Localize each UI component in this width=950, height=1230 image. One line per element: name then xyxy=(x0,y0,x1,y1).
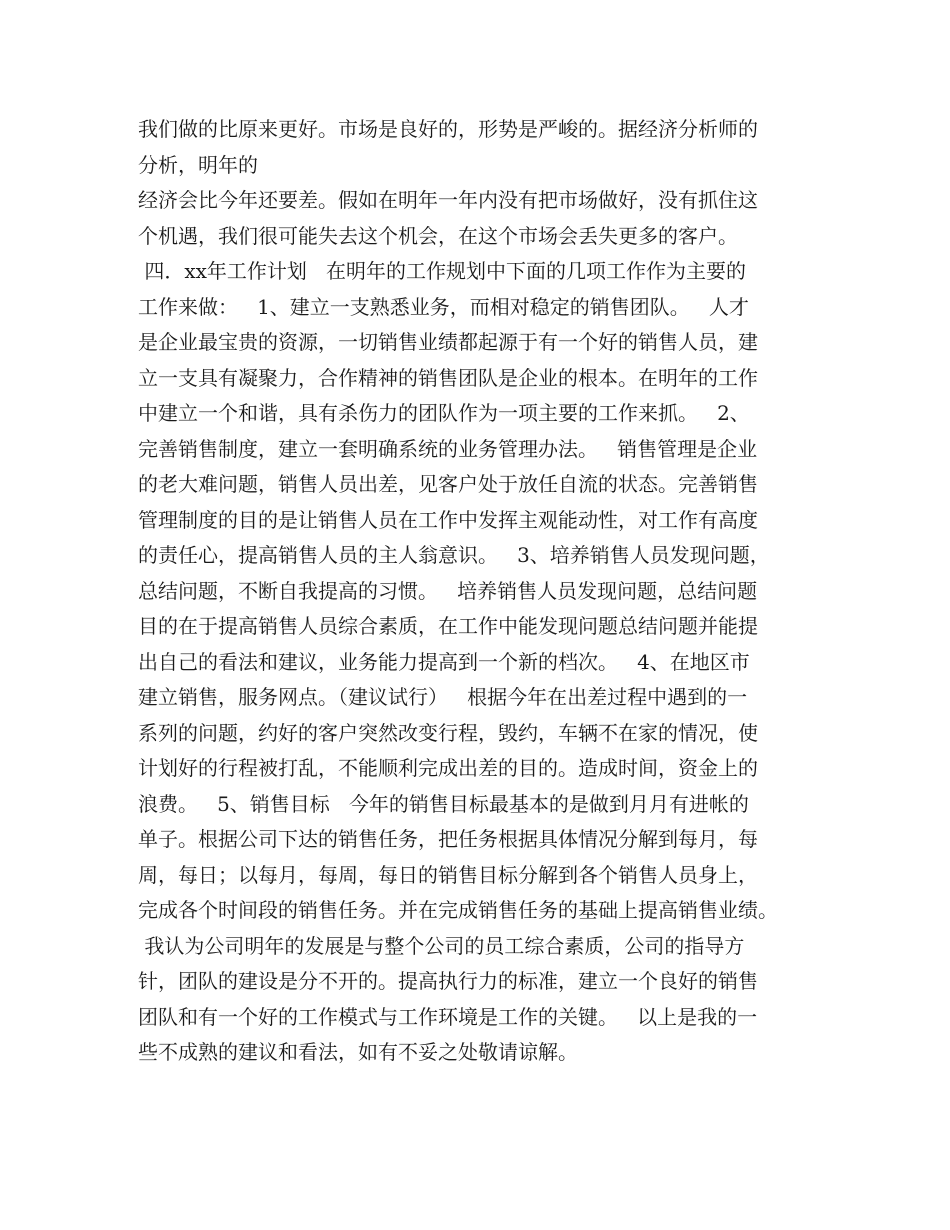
text-line: 的老大难问题，销售人员出差，见客户处于放任自流的状态。完善销售 xyxy=(138,472,758,496)
text-line: 完成各个时间段的销售任务。并在完成销售任务的基础上提高销售业绩。 xyxy=(138,898,778,922)
text-line: 是企业最宝贵的资源，一切销售业绩都起源于有一个好的销售人员，建 xyxy=(138,330,758,354)
text-line: 个机遇，我们很可能失去这个机会，在这个市场会丢失更多的客户。 xyxy=(138,223,738,248)
text-line: 中建立一个和谐，具有杀伤力的团队作为一项主要的工作来抓。 2、 xyxy=(138,401,750,425)
text-line: 四．xx年工作计划 在明年的工作规划中下面的几项工作作为主要的 xyxy=(138,259,746,283)
text-line: 建立销售，服务网点。（建议试行） 根据今年在出差过程中遇到的一 xyxy=(138,685,748,709)
text-line: 团队和有一个好的工作模式与工作环境是工作的关键。 以上是我的一 xyxy=(138,1004,758,1029)
text-line: 经济会比今年还要差。假如在明年一年内没有把市场做好，没有抓住这 xyxy=(138,188,758,212)
text-line: 周，每日；以每月，每周，每日的销售目标分解到各个销售人员身上， xyxy=(138,862,758,887)
text-line: 目的在于提高销售人员综合素质，在工作中能发现问题总结问题并能提 xyxy=(138,614,758,638)
text-line: 的责任心，提高销售人员的主人翁意识。 3、培养销售人员发现问题， xyxy=(138,543,770,567)
text-line: 针，团队的建设是分不开的。提高执行力的标准，建立一个良好的销售 xyxy=(138,969,758,993)
text-line: 浪费。 5、销售目标 今年的销售目标最基本的是做到月月有进帐的 xyxy=(138,791,749,816)
text-line: 我认为公司明年的发展是与整个公司的员工综合素质，公司的指导方 xyxy=(138,933,745,958)
text-line: 单子。根据公司下达的销售任务，把任务根据具体情况分解到每月，每 xyxy=(138,827,758,851)
text-line: 立一支具有凝聚力，合作精神的销售团队是企业的根本。在明年的工作 xyxy=(138,365,758,390)
text-line: 些不成熟的建议和看法，如有不妥之处敬请谅解。 xyxy=(138,1040,578,1064)
text-line: 管理制度的目的是让销售人员在工作中发挥主观能动性，对工作有高度 xyxy=(138,507,758,532)
text-line: 系列的问题，约好的客户突然改变行程，毁约，车辆不在家的情况，使 xyxy=(138,720,758,745)
text-line: 我们做的比原来更好。市场是良好的，形势是严峻的。据经济分析师的 xyxy=(138,117,758,141)
text-line: 完善销售制度，建立一套明确系统的业务管理办法。 销售管理是企业 xyxy=(138,436,758,461)
document-body xyxy=(138,112,828,1071)
text-line: 总结问题，不断自我提高的习惯。 培养销售人员发现问题，总结问题 xyxy=(138,578,758,603)
text-line: 出自己的看法和建议，业务能力提高到一个新的档次。 4、在地区市 xyxy=(138,649,750,674)
text-line: 计划好的行程被打乱，不能顺利完成出差的目的。造成时间，资金上的 xyxy=(138,756,758,780)
text-line: 分析，明年的 xyxy=(138,152,258,177)
text-line: 工作来做： 1、建立一支熟悉业务，而相对稳定的销售团队。 人才 xyxy=(138,294,749,319)
